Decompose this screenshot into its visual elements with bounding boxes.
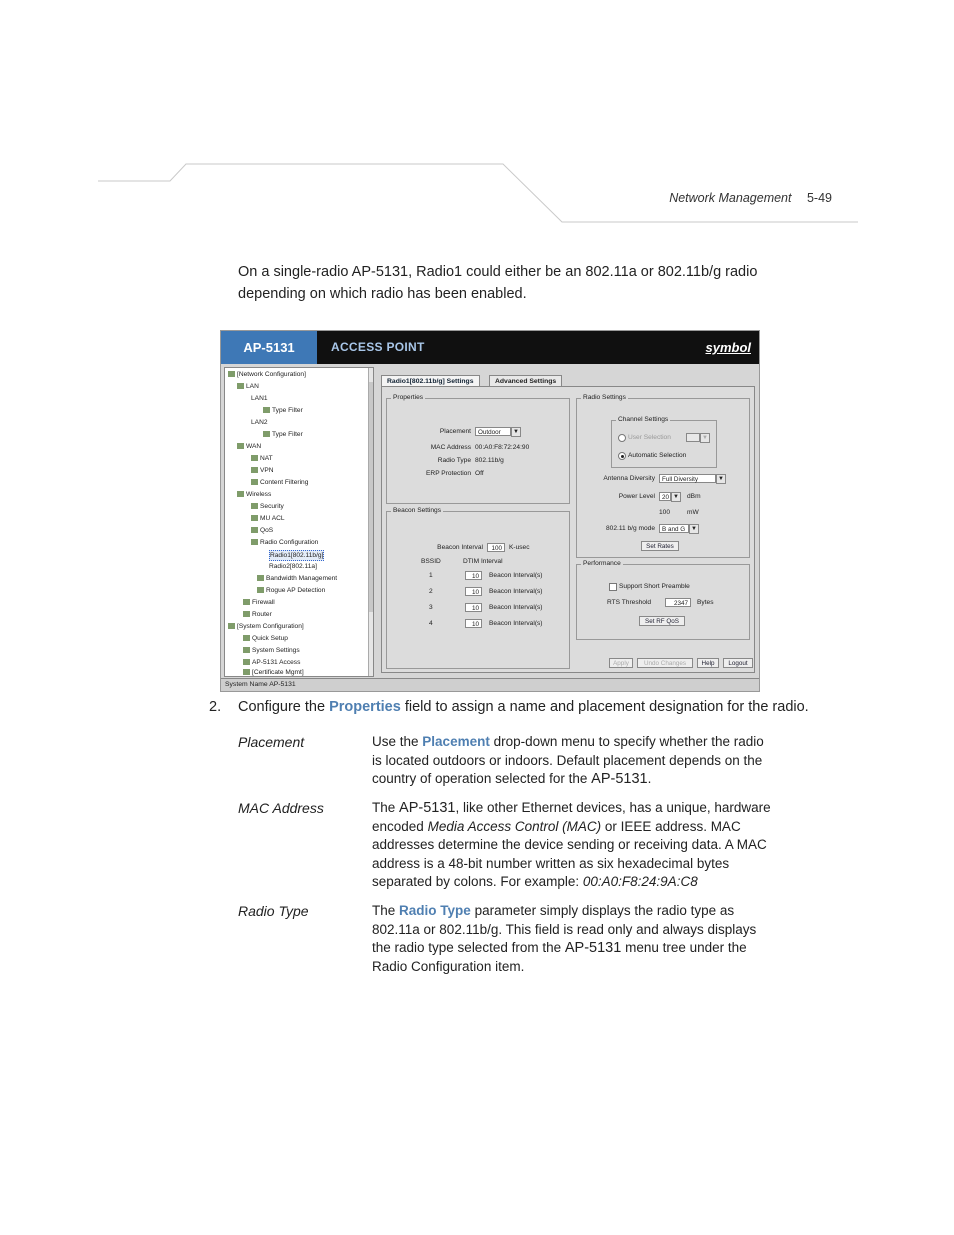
placement-label: Placement — [439, 428, 471, 435]
mac-address-definition: The AP-5131, like other Ethernet devices, has a unique, hardware encoded Media Access Control (MAC) or IEEE address. MAC addresses determine the device sending or receiving data. A MAC address is a 48-bit number written as six hexadecimal bytes separated by colons. For example: 00:A0:F8:24:9A:C8 — [372, 800, 771, 889]
automatic-selection-radio[interactable] — [618, 452, 626, 460]
beacon-interval-label: Beacon Interval — [437, 544, 483, 551]
erp-protection-value: Off — [475, 470, 484, 477]
tree-item[interactable]: QoS — [251, 526, 260, 535]
brand-logo: symbol — [705, 340, 751, 355]
radio-settings-title: Radio Settings — [583, 394, 626, 401]
tree-item[interactable]: Bandwidth Management — [257, 574, 266, 583]
user-selection-radio[interactable] — [618, 434, 626, 442]
rts-threshold-unit: Bytes — [697, 599, 714, 606]
tab-content — [381, 386, 755, 673]
user-selection-label: User Selection — [628, 434, 671, 441]
placement-select[interactable]: Outdoor — [475, 427, 511, 436]
properties-title: Properties — [393, 394, 424, 401]
radio-settings-group — [576, 394, 750, 558]
rogue-ap-icon — [257, 587, 264, 593]
tree-item[interactable]: Security — [251, 502, 260, 511]
tree-item[interactable]: System Settings — [243, 646, 252, 655]
erp-protection-label: ERP Protection — [426, 470, 471, 477]
tree-item[interactable]: Firewall — [243, 598, 252, 607]
radio-type-keyword: Radio Type — [399, 903, 471, 918]
beacon-settings-group — [386, 507, 570, 669]
tree-item[interactable]: Router — [243, 610, 252, 619]
step-number: 2. — [209, 699, 222, 715]
short-preamble-label: Support Short Preamble — [619, 583, 690, 590]
mac-address-value: 00:A0:F8:72:24:90 — [475, 444, 530, 451]
tree-item[interactable]: [Certificate Mgmt] — [243, 668, 252, 677]
security-icon — [251, 503, 258, 509]
performance-group — [576, 560, 750, 640]
radio-icon — [251, 539, 258, 545]
placement-keyword: Placement — [422, 734, 490, 749]
intro-paragraph: On a single-radio AP-5131, Radio1 could either be an 802.11a or 802.11b/g radio depending on which radio has been enabled. — [238, 264, 758, 302]
apply-button[interactable]: Apply — [609, 658, 633, 668]
tree-item[interactable]: Wireless — [237, 490, 246, 499]
chevron-down-icon[interactable]: ▼ — [716, 474, 726, 484]
bssid-number: 2 — [429, 588, 433, 595]
tree-item[interactable]: Quick Setup — [243, 634, 252, 643]
access-icon — [243, 659, 250, 665]
lan-icon — [237, 383, 244, 389]
power-mw-value: 100 — [659, 509, 671, 516]
filter-icon — [263, 407, 270, 413]
radio-type-definition: The Radio Type parameter simply displays the radio type as 802.11a or 802.11b/g. This field is read only and always displays the radio type selected from the AP-5131 menu tree under the Radio Configuration item. — [372, 903, 757, 974]
certificate-icon — [243, 669, 250, 675]
bg-mode-select[interactable]: B and G — [659, 524, 689, 533]
channel-settings-title: Channel Settings — [618, 416, 669, 423]
tab-advanced-settings[interactable]: Advanced Settings — [489, 375, 562, 387]
logout-button[interactable]: Logout — [723, 658, 753, 668]
bssid-number: 4 — [429, 620, 433, 627]
antenna-diversity-select[interactable]: Full Diversity — [659, 474, 716, 483]
app-banner — [221, 331, 759, 364]
tree-item[interactable]: Rogue AP Detection — [257, 586, 266, 595]
router-icon — [243, 611, 250, 617]
short-preamble-checkbox[interactable] — [609, 583, 617, 591]
bg-mode-label: 802.11 b/g mode — [605, 525, 655, 532]
power-unit: dBm — [687, 493, 701, 500]
bandwidth-icon — [257, 575, 264, 581]
tree-item[interactable]: Type Filter — [263, 430, 272, 439]
dtim-input[interactable]: 10 — [465, 587, 482, 596]
chevron-down-icon[interactable]: ▼ — [689, 524, 699, 534]
status-bar: System Name AP-5131 — [221, 678, 759, 691]
step-text: Configure the Properties field to assign a name and placement designation for the radio. — [238, 699, 809, 715]
set-rf-qos-button[interactable]: Set RF QoS — [639, 616, 685, 626]
navigation-tree[interactable]: [Network Configuration] LAN LAN1 Type Filter LAN2 Type Filter WAN NAT VPN Content Filtering Wireless Security MU ACL QoS Radio Configuration Radio1[802.11b/g] Radio2[802.11a] Bandwidth Management Rogue AP Detection Firewall Router [System Configuration] Quick Setup System Settings AP-5131 Access [Certificate Mgmt] — [224, 367, 374, 677]
radio-type-label: Radio Type — [437, 457, 471, 464]
dtim-unit: Beacon Interval(s) — [489, 588, 543, 595]
antenna-diversity-label: Antenna Diversity — [603, 475, 655, 482]
dtim-unit: Beacon Interval(s) — [489, 620, 543, 627]
tree-item[interactable]: LAN — [237, 382, 246, 391]
wan-icon — [237, 443, 244, 449]
network-icon — [228, 371, 235, 377]
properties-group — [386, 394, 570, 504]
scroll-thumb[interactable] — [369, 382, 374, 612]
channel-settings-group — [611, 416, 717, 468]
page-number: 5-49 — [806, 191, 832, 205]
help-button[interactable]: Help — [697, 658, 719, 668]
tree-item[interactable]: MU ACL — [251, 514, 260, 523]
tree-item[interactable]: Content Filtering — [251, 478, 260, 487]
content-filter-icon — [251, 479, 258, 485]
power-level-select[interactable]: 20 — [659, 492, 671, 501]
model-label: AP-5131 — [221, 331, 317, 364]
running-header — [600, 191, 832, 205]
tree-item[interactable]: Radio Configuration — [251, 538, 260, 547]
section-title: Network Management — [669, 191, 792, 205]
tree-item[interactable]: NAT — [251, 454, 260, 463]
tree-item[interactable]: [System Configuration] — [228, 622, 237, 631]
product-title: ACCESS POINT — [331, 340, 425, 354]
radio-type-value: 802.11b/g — [475, 457, 504, 464]
tree-item[interactable]: [Network Configuration] — [228, 370, 237, 379]
beacon-settings-title: Beacon Settings — [393, 507, 442, 514]
rts-threshold-label: RTS Threshold — [607, 599, 652, 606]
tree-item[interactable]: VPN — [251, 466, 260, 475]
performance-title: Performance — [583, 560, 621, 567]
acl-icon — [251, 515, 258, 521]
placement-term: Placement — [238, 734, 305, 750]
power-level-label: Power Level — [618, 493, 655, 500]
channel-select[interactable] — [686, 433, 700, 442]
undo-changes-button[interactable]: Undo Changes — [637, 658, 693, 668]
dtim-input[interactable]: 10 — [465, 603, 482, 612]
tree-item[interactable]: Type Filter — [263, 406, 272, 415]
bssid-number: 3 — [429, 604, 433, 611]
dtim-header: DTIM Interval — [463, 558, 503, 565]
dtim-input[interactable]: 10 — [465, 571, 482, 580]
beacon-interval-unit: K-usec — [509, 544, 530, 551]
settings-icon — [243, 647, 250, 653]
vpn-icon — [251, 467, 258, 473]
tab-radio-settings[interactable]: Radio1[802.11b/g] Settings — [381, 375, 480, 387]
ap-5131-screenshot — [220, 330, 760, 692]
beacon-interval-input[interactable]: 100 — [487, 543, 505, 552]
firewall-icon — [243, 599, 250, 605]
power-mw-unit: mW — [687, 509, 699, 516]
dtim-unit: Beacon Interval(s) — [489, 604, 543, 611]
chevron-down-icon[interactable]: ▼ — [700, 433, 710, 443]
qos-icon — [251, 527, 258, 533]
set-rates-button[interactable]: Set Rates — [641, 541, 679, 551]
mac-address-label: MAC Address — [430, 444, 471, 451]
settings-panel — [377, 367, 755, 673]
mac-address-term: MAC Address — [238, 800, 324, 816]
quick-setup-icon — [243, 635, 250, 641]
tree-item[interactable]: WAN — [237, 442, 246, 451]
chevron-down-icon[interactable]: ▼ — [671, 492, 681, 502]
tree-scrollbar[interactable] — [368, 368, 374, 676]
rts-threshold-input[interactable]: 2347 — [665, 598, 691, 607]
bssid-number: 1 — [429, 572, 433, 579]
system-icon — [228, 623, 235, 629]
placement-definition: Use the Placement drop-down menu to specify whether the radio is located outdoors or indoors. Default placement depends on the country of operation selected for the AP-5131. — [372, 734, 764, 787]
nat-icon — [251, 455, 258, 461]
bssid-header: BSSID — [421, 558, 441, 565]
properties-keyword: Properties — [329, 699, 401, 715]
dtim-unit: Beacon Interval(s) — [489, 572, 543, 579]
tree-item[interactable]: AP-5131 Access — [243, 658, 252, 667]
radio-type-term: Radio Type — [238, 903, 309, 919]
wireless-icon — [237, 491, 244, 497]
automatic-selection-label: Automatic Selection — [628, 452, 687, 459]
dtim-input[interactable]: 10 — [465, 619, 482, 628]
chevron-down-icon[interactable]: ▼ — [511, 427, 521, 437]
filter-icon — [263, 431, 270, 437]
